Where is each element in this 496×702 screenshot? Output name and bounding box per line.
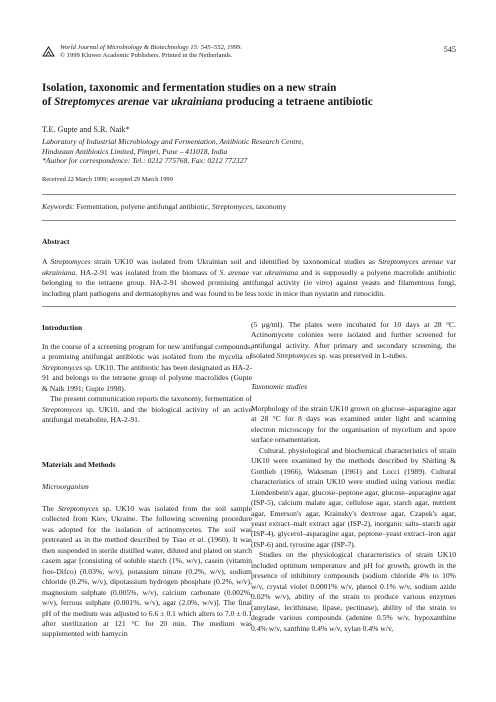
divider [42,220,456,221]
microorganism-body [42,504,252,640]
italic-text: Streptomyces [42,362,83,372]
materials-methods-heading: Materials and Methods [42,460,116,469]
introduction-body [42,342,252,426]
taxonomic-studies-body [251,404,456,634]
abstract-body [42,257,456,299]
received-date: Received 22 March 1999; accepted 29 March 1999 [42,176,173,183]
abstract-text: A [42,257,51,266]
italic-text: Streptomyces [42,404,83,414]
title-line-2 [42,96,462,110]
title-line-1: Isolation, taxonomic and fermentation studies on a new strain [42,82,337,94]
correspondence-line: *Author for correspondence: Tel.: 0212 775768, Fax: 0212 772327 [42,156,248,166]
divider [42,194,456,195]
taxonomic-studies-heading: Taxonomic studies [251,382,308,391]
italic-text: et al. [189,535,206,545]
paragraph [251,320,456,362]
paragraph: Cultural, physiological and biochemical characteristics of strain UK10 were examined by the methods described by Shirling & Gottlieb (1966), Waksman (1961) and Locci (1989). Cultural characteristics of strain UK10 were studied using various media: Liendenbein's agar, glucose–peptone agar, glucose–asparagine agar (ISP-5), calcium malate agar, cellulose agar, starch agar, nutrient agar, Emerson's agar, Krainsky's dextrose agar, Czapek's agar, yeast extract–malt extract agar (ISP-2), inorganic salts–starch agar (ISP-4), glycerol–asparagine agar, peptone–yeast extract–iron agar (ISP-6) and, tyrosine agar (ISP-7). [251,445,456,549]
paragraph: Studies on the physiological characteristics of strain UK10 included optimum temperature and pH for growth, growth in the presence of inhibitory compounds (sodium chloride 4% to 10% w/v, crystal violet 0.0001% w/v, phenol 0.1% w/v, sodium azide 0.02% w/v), ability of the strain to produce various enzymes (amylase, lecithinase, lipase, pectinase), ability of the strain to degrade various compounds (adenine 0.5% w/v, hypoxanthine 0.4% w/v, xanthine 0.4% w/v, xylan 0.4% w/v, [251,550,456,633]
affiliation [42,137,462,166]
italic-text: Streptomyces [58,504,99,513]
abstract-italic: in vitro [306,278,330,287]
text: (5 μg/ml). The plates were incubated for 10 days at 28 °C. Actinomycete colonies were isolated and further screened for antifungal activity. After primary and secondary screening, the isolated [251,320,456,361]
article-title [42,82,462,109]
introduction-heading: Introduction [42,323,83,332]
text: sp. UK10. The antibiotic has been designated as HA-2-91 and belongs to the tetraene group of polyene macrolides (Gupte & Naik 1991; Gupte 1998). [42,362,252,393]
text: (1960). It was then suspended in sterile distilled water, diluted and plated on starch casein agar [consisting of soluble starch (1%, w/v), casein (vitamin free-Difco) (0.03%, w/v), potassium nitrate (0.2%, w/v), sodium chloride (0.2%, w/v), dipotassium hydrogen phosphate (0.2%, w/v), magnesium sulphate (0.005%, w/v), calcium carbonate (0.002%, w/v), ferrous sulphate (0.001%, w/v), agar (2.0%, w/v)]. The final pH of the medium was adjusted to 6.6 ± 0.1 which alters to 7.0 ± 0.1 after sterilization at 121 °C for 20 min. The medium was supplemented with hamycin [42,535,252,639]
text: sp. UK10 was isolated from the soil sample collected from Kiev, Ukraine. The following screening procedure was adopted for the isolation of actinomycetes. The soil was pretreated as in the method described by Tsao [42,504,252,545]
divider [42,306,456,307]
paragraph: Morphology of the strain UK10 grown on glucose–asparagine agar at 28 °C for 8 days was examined under light and scanning electron microscopy for the organisation of mycelium and spore surface ornamentation. [251,404,456,445]
paragraph [42,342,252,394]
abstract-heading: Abstract [42,237,70,246]
keywords-label: Keywords: [42,202,75,211]
title-text: producing a tetraene antibiotic [222,95,373,108]
right-column-top [251,320,456,362]
text: sp. UK10, and the biological activity of an active antifungal metabolite, HA-2-91. [42,404,252,425]
abstract-text: var [442,257,456,266]
abstract-text: . HA-2-91 was isolated from the biomass of [75,267,220,277]
abstract-text: ) against yeasts and filamentous fungi, including plant pathogens and dermatophytes and was found to be less toxic in mice than nystatin and rimocidin. [42,278,456,298]
keywords [42,202,286,211]
keywords-genus: Streptomyces [211,202,253,211]
keywords-text: , taxonomy [252,202,287,211]
abstract-italic: Streptomyces arenae [378,257,443,266]
keywords-text: Fermentation, polyene antifungal antibiotic, [74,202,212,211]
journal-line: World Journal of Microbiology & Biotechnology 15: 545–552, 1999. [60,44,242,51]
abstract-italic: Streptomyces [50,257,91,266]
text: sp. was preserved in L-tubes. [316,351,408,361]
journal-citation [60,44,242,60]
text: The present communication reports the taxonomy, fermentation of [50,394,252,404]
authors: T.E. Gupte and S.R. Naik* [42,125,130,134]
abstract-text: and is supposedly a polyene macrolide antibiotic belonging to the tetraene group. HA-2-91 showed promising antifungal activity ( [42,267,456,287]
publisher-logo-icon [42,45,55,58]
paragraph [42,394,252,425]
title-text: of [42,95,55,108]
paragraph [42,504,252,640]
title-text: var [149,95,172,108]
title-species: Streptomyces arenae [54,95,150,108]
microorganism-heading: Microorganism [42,482,89,491]
page-number: 545 [443,45,456,54]
text: In the course of a screening program for new antifungal compounds, a promising antifungal antibiotic was isolated from the mycelia of [42,342,252,362]
abstract-italic: S. arenae [219,267,250,277]
title-variety: ukrainiana [171,95,223,108]
abstract-text: var [249,267,265,277]
text: The [42,504,59,513]
affiliation-line: Laboratory of Industrial Microbiology and Fermentation, Antibiotic Research Centre, [42,137,304,146]
abstract-italic: ukrainiana [42,267,76,277]
publisher-line: © 1999 Kluwer Academic Publishers. Printed in the Netherlands. [60,52,233,60]
affiliation-line: Hindustan Antibiotics Limited, Pimpri, Pune – 411018, India [42,146,228,156]
italic-text: Streptomyces [276,351,317,361]
abstract-text: strain UK10 was isolated from Ukrainian soil and identified by taxonomical studies as [90,257,379,266]
abstract-italic: ukrainiana [264,267,299,277]
